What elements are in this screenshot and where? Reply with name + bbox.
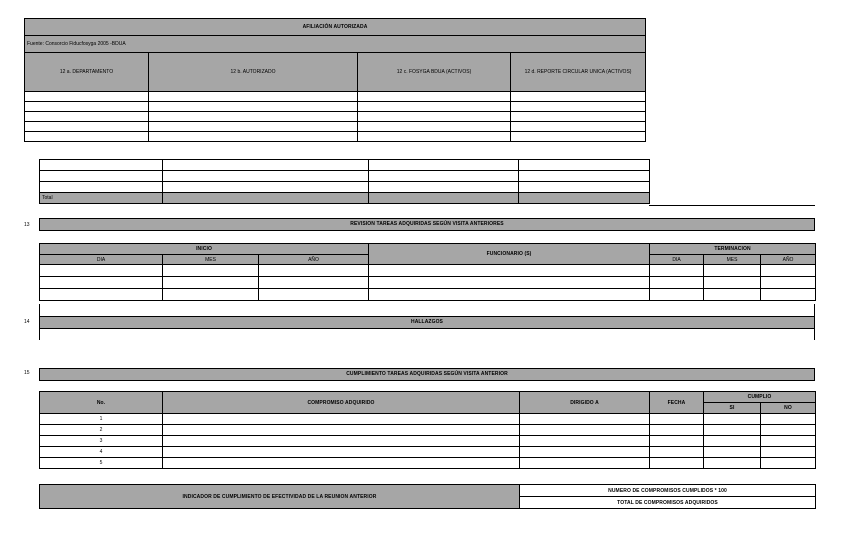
compromiso-header: COMPROMISO ADQUIRIDO: [163, 392, 520, 414]
table-row: [40, 171, 650, 182]
header-autorizado: 12 b. AUTORIZADO: [149, 53, 358, 92]
table-row: [25, 122, 646, 132]
inicio-anio: AÑO: [259, 255, 369, 265]
inicio-mes: MES: [163, 255, 259, 265]
total-label: Total: [40, 193, 163, 204]
table-row: [25, 92, 646, 102]
indicador-numerator: NUMERO DE COMPROMISOS CUMPLIDOS * 100: [520, 485, 816, 497]
indicador-table: [39, 484, 816, 509]
fecha-header: FECHA: [650, 392, 704, 414]
totals-table: [39, 159, 650, 204]
afiliacion-table: [24, 18, 646, 142]
total-row: [40, 193, 650, 204]
no-col-header: NO: [761, 403, 816, 414]
table-row: [40, 289, 816, 301]
header-departamento: 12 a. DEPARTAMENTO: [25, 53, 149, 92]
table-row: [40, 265, 816, 277]
table-row: [40, 458, 816, 469]
section-13-number: 13: [24, 222, 30, 228]
divider-line: [649, 205, 815, 206]
section-15-number: 15: [24, 370, 30, 376]
row-number: 1: [40, 414, 163, 425]
table-row: [40, 414, 816, 425]
header-reporte-circular: 12 d. REPORTE CIRCULAR UNICA (ACTIVOS): [511, 53, 646, 92]
table-row: [25, 102, 646, 112]
section-14-title: HALLAZGOS: [39, 316, 815, 329]
terminacion-anio: AÑO: [761, 255, 816, 265]
table-row: [40, 160, 650, 171]
funcionario-header: FUNCIONARIO (S): [369, 244, 650, 265]
section-14-number: 14: [24, 319, 30, 325]
row-number: 3: [40, 436, 163, 447]
indicador-denominator: TOTAL DE COMPROMISOS ADQUIRIDOS: [520, 497, 816, 509]
terminacion-dia: DIA: [650, 255, 704, 265]
inicio-dia: DIA: [40, 255, 163, 265]
table-row: [40, 425, 816, 436]
terminacion-header: TERMINACION: [650, 244, 816, 255]
table-row: [40, 277, 816, 289]
row-number: 2: [40, 425, 163, 436]
section-13-table: [39, 243, 816, 301]
table-row: [40, 436, 816, 447]
si-header: SI: [704, 403, 761, 414]
table-row: [25, 132, 646, 142]
row-number: 5: [40, 458, 163, 469]
cumplio-header: CUMPLIO: [704, 392, 816, 403]
table-row: [40, 182, 650, 193]
header-fosyga-bdua: 12 c. FOSYGA BDUA (ACTIVOS): [358, 53, 511, 92]
table-row: [40, 447, 816, 458]
afiliacion-title: AFILIACIÓN AUTORIZADA: [25, 19, 646, 36]
no-header: No.: [40, 392, 163, 414]
dirigido-header: DIRIGIDO A: [520, 392, 650, 414]
row-number: 4: [40, 447, 163, 458]
inicio-header: INICIO: [40, 244, 369, 255]
section-15-table: [39, 391, 816, 469]
afiliacion-source: Fuente: Consorcio Fiducfosyga 2005 -BDUA: [25, 36, 646, 53]
section-15-title: CUMPLIMIENTO TAREAS ADQUIRIDAS SEGÚN VISITA ANTERIOR: [39, 368, 815, 381]
section-13-title: REVISION TAREAS ADQUIRIDAS SEGÚN VISITA ANTERIORES: [39, 218, 815, 231]
terminacion-mes: MES: [704, 255, 761, 265]
indicador-label: INDICADOR DE CUMPLIMIENTO DE EFECTIVIDAD DE LA REUNION ANTERIOR: [40, 485, 520, 509]
table-row: [25, 112, 646, 122]
